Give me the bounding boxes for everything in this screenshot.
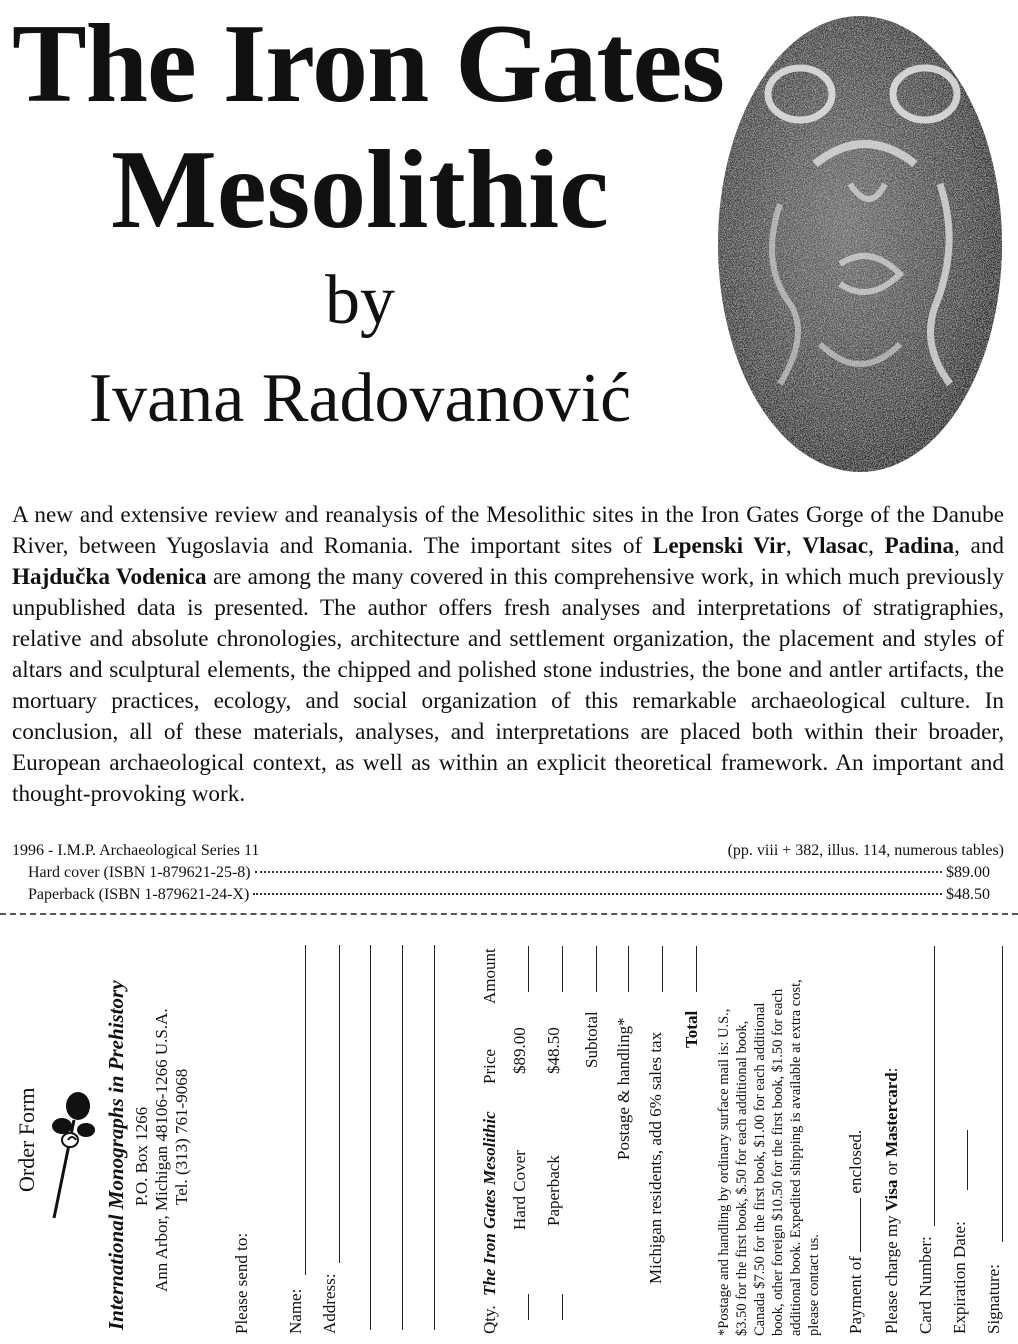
tax-label: Michigan residents, add 6% sales tax xyxy=(646,1031,665,1284)
by-label: by xyxy=(325,262,395,339)
colon: : xyxy=(882,1067,901,1073)
title-line-1: The Iron Gates xyxy=(12,2,724,126)
logo-plant-icon xyxy=(40,1080,100,1220)
charge-pre: Please charge my xyxy=(882,1211,901,1334)
order-form-heading: Order Form xyxy=(14,1087,39,1192)
subtotal-field[interactable] xyxy=(596,946,597,992)
series-info xyxy=(12,840,1004,906)
publisher-city: Ann Arbor, Michigan 48106-1266 U.S.A. xyxy=(152,1008,171,1292)
sep: , and xyxy=(954,533,1005,559)
author-name: Ivana Radovanović xyxy=(88,360,632,437)
title-block xyxy=(0,0,724,470)
postage-note-6: please contact us. xyxy=(806,1234,822,1336)
hard-cover-item: Hard Cover xyxy=(510,1150,529,1230)
hard-cover-price: $89.00 xyxy=(946,864,990,881)
site-padina: Padina xyxy=(884,533,955,559)
expiration-label: Expiration Date: xyxy=(950,1221,969,1334)
postage-note-4: book, other foreign $10.50 for the first book, $1.50 for each xyxy=(770,988,786,1336)
series-row xyxy=(12,840,1004,862)
price-header: Price xyxy=(480,1049,499,1084)
postage-note-5: additional book. Expedited shipping is available at extra cost, xyxy=(788,979,804,1336)
description-text-1: A new and extensive review and reanalysis of the Mesolithic sites in the Iron Gates Gorge of the Danube River, between Yugoslavia and Romania. The important sites of xyxy=(12,502,1004,559)
card-number-field[interactable] xyxy=(934,946,935,1226)
sep: , xyxy=(868,533,885,559)
site-lepenski-vir: Lepenski Vir xyxy=(652,533,786,559)
publisher-tel: Tel. (313) 761-9068 xyxy=(172,1068,191,1205)
paperback-price: $48.50 xyxy=(946,886,990,903)
hard-cover-item-price: $89.00 xyxy=(510,1027,529,1074)
paperback-item-price: $48.50 xyxy=(544,1027,563,1074)
address-field-4[interactable] xyxy=(434,945,435,1330)
postage-field[interactable] xyxy=(628,946,629,992)
amount-hard-field[interactable] xyxy=(528,946,529,992)
site-vlasac: Vlasac xyxy=(802,533,869,559)
amount-paper-field[interactable] xyxy=(562,946,563,992)
description-text-2: are among the many covered in this comprehensive work, in which much previously unpublished data is presented. The author offers fresh analyses and interpretations of stratigraphies, relative and absolute chronologies, architecture and settlement organization, the placement and styles of altars and sculptural elements, the chipped and polished stone industries, the bone and antler artifacts, the mortuary practices, ecology, and social organization of this remarkable archaeological culture. In conclusion, all of these materials, analyses, and interpretations are placed both within their broader, European archaeological context, as well as within an explicit theoretical framework. An important and thought-provoking work. xyxy=(12,564,1004,807)
qty-hard-field[interactable] xyxy=(528,1294,529,1320)
card-number-label: Card Number: xyxy=(916,1236,935,1334)
series-label: 1996 - I.M.P. Archaeological Series 11 xyxy=(12,842,260,859)
site-hajducka-vodenica: Hajdučka Vodenica xyxy=(12,564,207,590)
hard-cover-row xyxy=(12,862,1004,884)
paperback-row xyxy=(12,884,1004,906)
sep: , xyxy=(785,533,803,559)
book-description xyxy=(12,500,1004,810)
name-field[interactable] xyxy=(305,945,306,1275)
qty-label: Qty. xyxy=(480,1305,499,1334)
charge-label xyxy=(882,1068,902,1334)
total-label: Total xyxy=(682,1010,701,1048)
hard-cover-label: Hard cover (ISBN 1-879621-25-8) xyxy=(28,864,251,881)
tax-field[interactable] xyxy=(662,946,663,992)
send-to-label: Please send to: xyxy=(232,1232,251,1334)
payment-pre: Payment of xyxy=(846,1256,865,1334)
paperback-item: Paperback xyxy=(544,1155,563,1226)
publisher-name: International Monographs in Prehistory xyxy=(104,980,128,1330)
address-field-1[interactable] xyxy=(339,945,340,1263)
address-field-2[interactable] xyxy=(370,945,371,1330)
subtotal-label: Subtotal xyxy=(582,1011,601,1068)
address-label: Address: xyxy=(320,1273,339,1334)
paperback-label: Paperback (ISBN 1-879621-24-X) xyxy=(28,886,250,903)
mastercard-label: Mastercard xyxy=(882,1072,901,1157)
payment-label xyxy=(846,1130,866,1334)
amount-header: Amount xyxy=(480,948,499,1004)
total-field[interactable] xyxy=(696,946,697,992)
postage-note-1: *Postage and handling by ordinary surface mail is: U.S., xyxy=(716,1008,732,1336)
postage-note-2: $3.50 for the first book, $.50 for each additional book, xyxy=(734,1020,750,1336)
signature-label: Signature: xyxy=(984,1264,1003,1334)
payment-amount-field[interactable] xyxy=(860,1198,861,1252)
pages-info: (pp. viii + 382, illus. 114, numerous tables) xyxy=(727,842,1004,859)
book-title-label: The Iron Gates Mesolithic xyxy=(480,1111,499,1296)
expiration-field[interactable] xyxy=(967,1130,968,1190)
title-line-2: Mesolithic xyxy=(111,128,609,252)
visa-label: Visa xyxy=(882,1179,901,1212)
qty-paper-field[interactable] xyxy=(562,1294,563,1320)
cut-line xyxy=(0,913,1018,915)
postage-label: Postage & handling* xyxy=(614,1017,633,1160)
postage-note-3: Canada $7.50 for the first book, $1.00 for each additional xyxy=(752,1002,768,1336)
leader-dots xyxy=(253,893,942,895)
leader-dots xyxy=(255,871,942,873)
name-label: Name: xyxy=(286,1288,305,1334)
payment-post: enclosed. xyxy=(846,1129,865,1194)
address-field-3[interactable] xyxy=(402,945,403,1330)
or-label: or xyxy=(882,1156,901,1180)
sculpture-image xyxy=(700,4,1016,478)
signature-field[interactable] xyxy=(1002,946,1003,1242)
publisher-box: P.O. Box 1266 xyxy=(132,1106,151,1206)
